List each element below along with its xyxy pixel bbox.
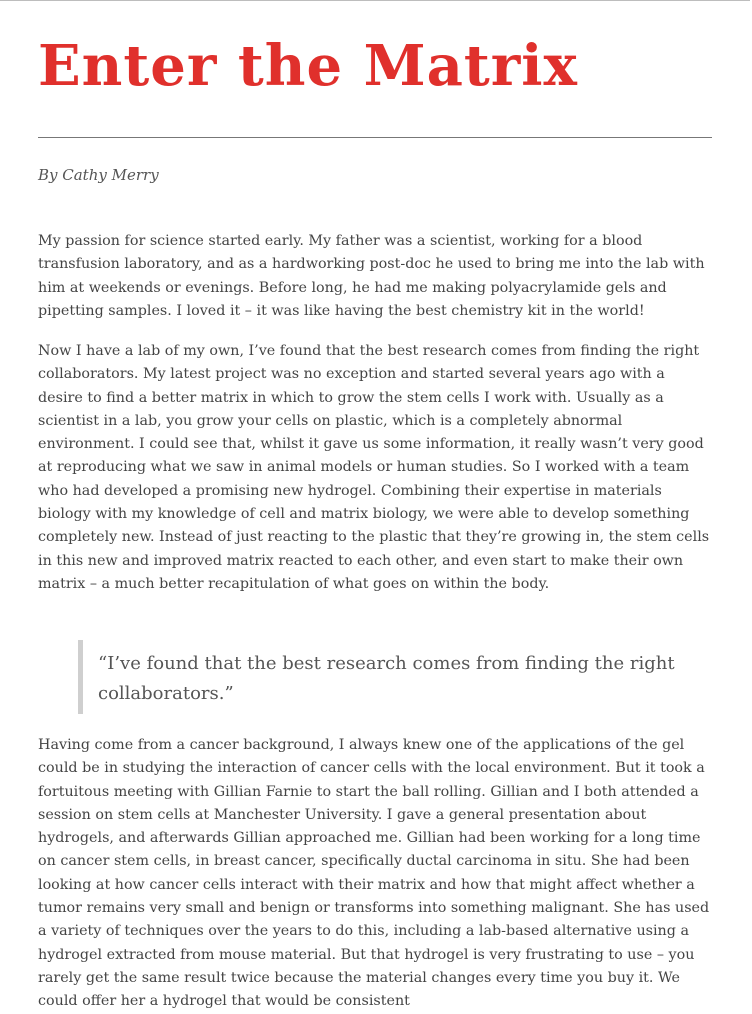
pull-quote-text: “I’ve found that the best research comes from finding the right collaborators.” — [98, 653, 675, 704]
pull-quote — [78, 640, 752, 714]
paragraph-2: Now I have a lab of my own, I’ve found that the best research comes from finding the right collaborators. My latest project was no exception and started several years ago with a desire to find a better matrix in which to grow the stem cells I work with. Usually as a scientist in a lab, you grow your cells on plastic, which is a completely abnormal environment. I could see that, whilst it gave us some information, it really wasn’t very good at reproducing what we saw in animal models or human studies. So I worked with a team who had developed a promising new hydrogel. Combining their expertise in materials biology with my knowledge of cell and matrix biology, we were able to develop something completely new. Instead of just reacting to the plastic that they’re growing in, the stem cells in this new and improved matrix reacted to each other, and even start to make their own matrix – a much better recapitulation of what goes on within the body. — [38, 343, 710, 592]
paragraph-1: My passion for science started early. My father was a scientist, working for a blood transfusion laboratory, and as a hardworking post-doc he used to bring me into the lab with him at weekends or evenings. Before long, he had me making polyacrylamide gels and pipetting samples. I loved it – it was like having the best chemistry kit in the world! — [38, 233, 705, 319]
article-title: Enter the Matrix — [38, 33, 578, 99]
byline: By Cathy Merry — [38, 166, 159, 184]
title-divider — [38, 137, 712, 138]
paragraph-3: Having come from a cancer background, I always knew one of the applications of the gel could be in studying the interaction of cancer cells with the local environment. But it took a fortuitous meeting with Gillian Farnie to start the ball rolling. Gillian and I both attended a session on stem cells at Manchester University. I gave a general presentation about hydrogels, and afterwards Gillian approached me. Gillian had been working for a long time on cancer stem cells, in breast cancer, specifically ductal carcinoma in situ. She had been looking at how cancer cells interact with their matrix and how that might affect whether a tumor remains very small and benign or transforms into something malignant. She has used a variety of techniques over the years to do this, including a lab-based alternative using a hydrogel extracted from mouse material. But that hydrogel is very frustrating to use – you rarely get the same result twice because the material changes every time you buy it. We could offer her a hydrogel that would be consistent — [38, 737, 710, 1010]
